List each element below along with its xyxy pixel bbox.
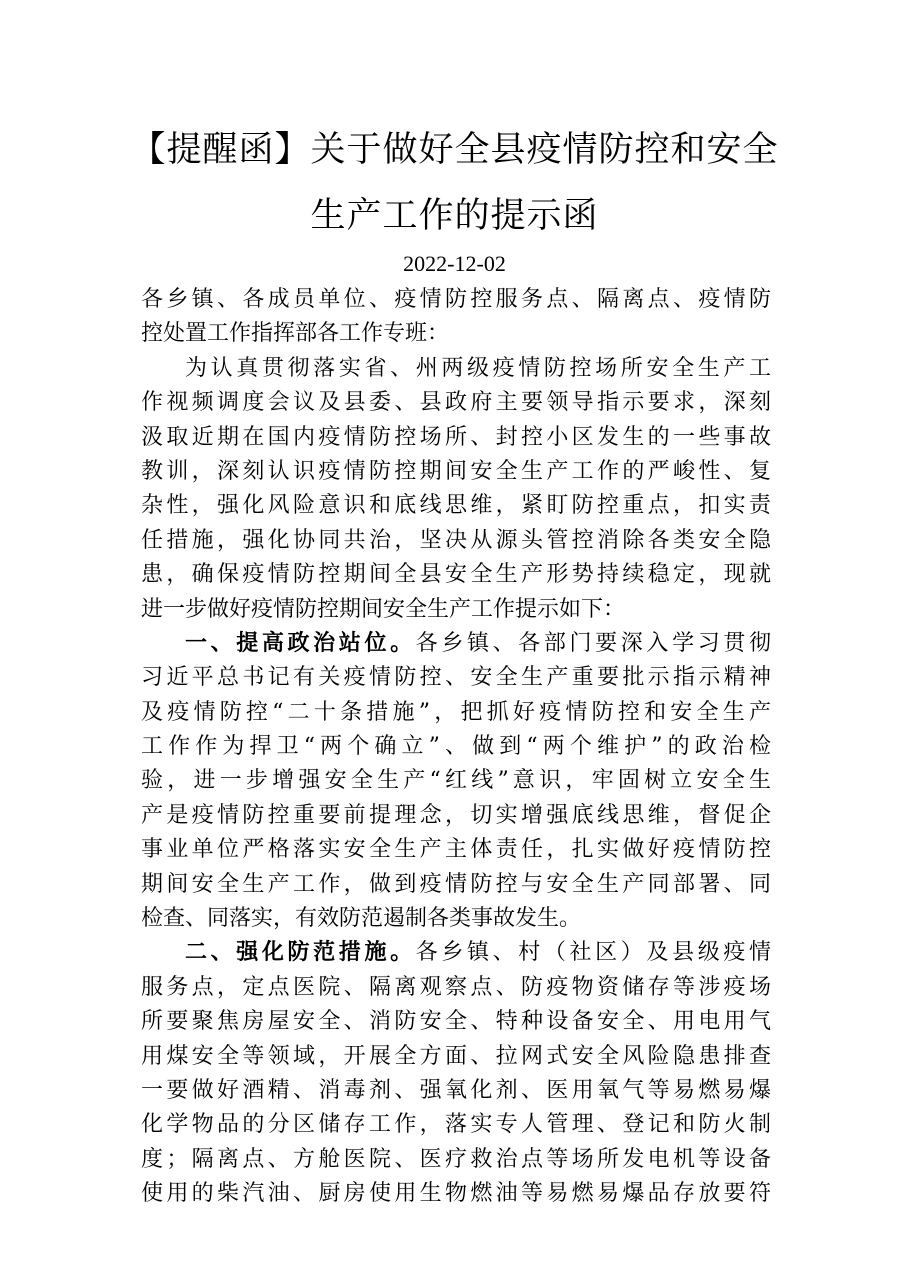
section-1-line: 习近平总书记有关疫情防控、安全生产重要批示指示精神 bbox=[141, 665, 771, 691]
section-1-line: 事业单位严格落实安全生产主体责任，扎实做好疫情防控 bbox=[141, 837, 771, 863]
section-2-line: 使用的柴汽油、厨房使用生物燃油等易燃易爆品存放要符 bbox=[141, 1181, 771, 1207]
intro-line: 为认真贯彻落实省、州两级疫情防控场所安全生产工 bbox=[185, 355, 771, 381]
document-date: 2022-12-02 bbox=[403, 251, 506, 276]
section-1-line: 验，进一步增强安全生产“红线”意识，牢固树立安全生 bbox=[141, 768, 771, 794]
section-2-first-line-text: 各乡镇、村（社区）及县级疫情 bbox=[415, 940, 771, 966]
section-1-heading: 一、提高政治站位。 bbox=[185, 630, 416, 656]
document-title-line-1: 【提醒函】关于做好全县疫情防控和安全 bbox=[130, 130, 779, 170]
section-1-line: 工作作为捍卫“两个确立”、做到“两个维护”的政治检 bbox=[141, 734, 771, 760]
section-1-line: 检查、同落实，有效防范遏制各类事故发生。 bbox=[141, 906, 582, 932]
section-2-line: 所要聚焦房屋安全、消防安全、特种设备安全、用电用气 bbox=[141, 1009, 771, 1035]
intro-line: 患，确保疫情防控期间全县安全生产形势持续稳定，现就 bbox=[141, 562, 771, 588]
salutation-line: 控处置工作指挥部各工作专班： bbox=[141, 321, 450, 347]
intro-line: 杂性，强化风险意识和底线思维，紧盯防控重点，扣实责 bbox=[141, 493, 771, 519]
document-body bbox=[141, 283, 771, 1212]
intro-line: 教训，深刻认识疫情防控期间安全生产工作的严峻性、复 bbox=[141, 458, 771, 484]
document-title-line-2: 生产工作的提示函 bbox=[310, 196, 599, 236]
section-1-first-line-text: 各乡镇、各部门要深入学习贯彻 bbox=[415, 630, 771, 656]
section-2-first-line bbox=[141, 936, 771, 970]
intro-line: 进一步做好疫情防控期间安全生产工作提示如下： bbox=[141, 596, 626, 622]
section-1-line: 及疫情防控“二十条措施”，把抓好疫情防控和安全生产 bbox=[141, 699, 771, 725]
section-1-first-line bbox=[141, 627, 771, 661]
salutation-line: 各乡镇、各成员单位、疫情防控服务点、隔离点、疫情防 bbox=[141, 287, 771, 312]
intro-line: 汲取近期在国内疫情防控场所、封控小区发生的一些事故 bbox=[141, 424, 771, 450]
intro-line: 作视频调度会议及县委、县政府主要领导指示要求，深刻 bbox=[141, 390, 771, 416]
intro-line: 任措施，强化协同共治，坚决从源头管控消除各类安全隐 bbox=[141, 527, 771, 553]
section-1-line: 产是疫情防控重要前提理念，切实增强底线思维，督促企 bbox=[141, 802, 771, 828]
section-1-line: 期间安全生产工作，做到疫情防控与安全生产同部署、同 bbox=[141, 871, 771, 897]
section-2-heading: 二、强化防范措施。 bbox=[185, 940, 416, 966]
section-2-line: 服务点，定点医院、隔离观察点、防疫物资储存等涉疫场 bbox=[141, 974, 771, 1000]
section-2-line: 化学物品的分区储存工作，落实专人管理、登记和防火制 bbox=[141, 1112, 771, 1138]
section-2-line: 度；隔离点、方舱医院、医疗救治点等场所发电机等设备 bbox=[141, 1146, 771, 1172]
section-2-line: 用煤安全等领域，开展全方面、拉网式安全风险隐患排查 bbox=[141, 1043, 771, 1069]
section-2-line: 一要做好酒精、消毒剂、强氧化剂、医用氧气等易燃易爆 bbox=[141, 1077, 771, 1103]
